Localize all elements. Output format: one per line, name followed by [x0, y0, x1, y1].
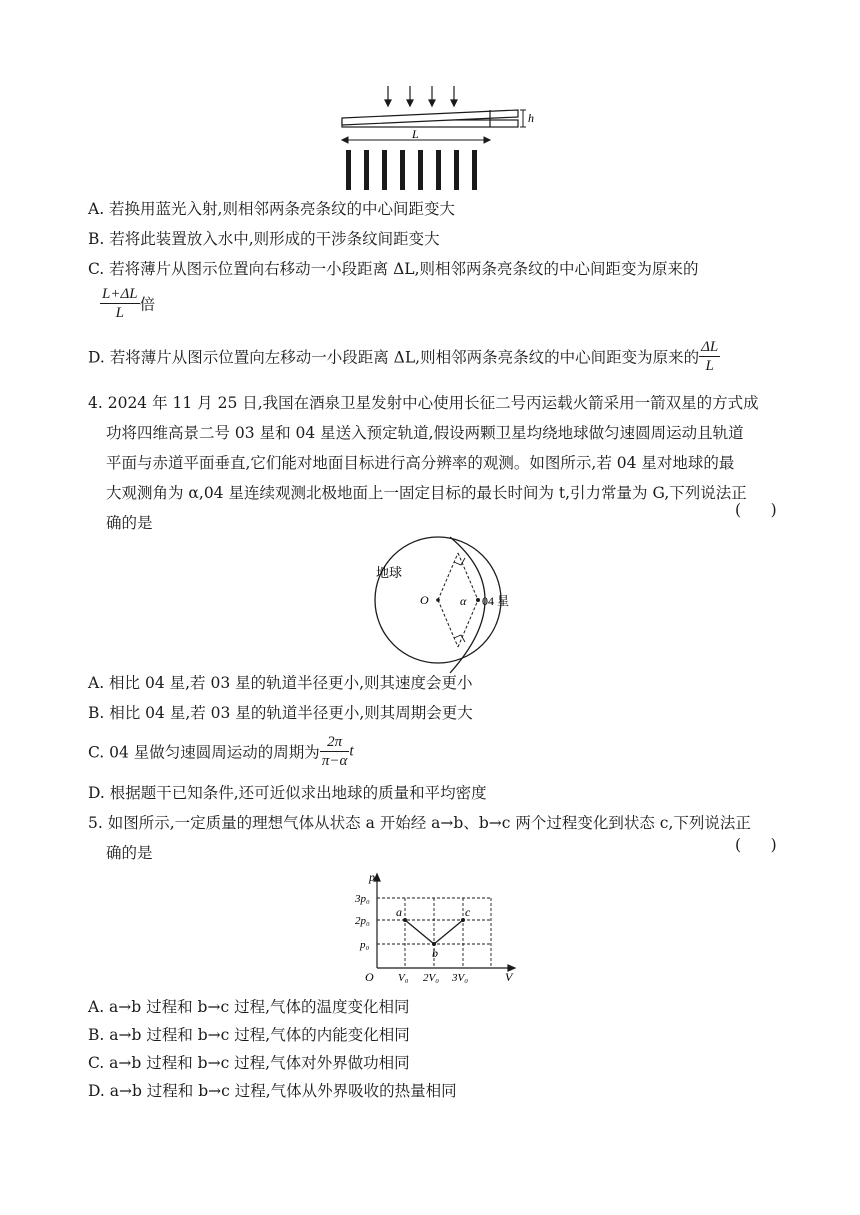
point-b-label: b: [432, 946, 438, 960]
angle-label: α: [460, 594, 467, 608]
q4-option-b: B. 相比 04 星,若 03 星的轨道半径更小,则其周期会更大: [88, 704, 473, 722]
pv-axes: [374, 874, 515, 971]
tick-3p0: 3p₀: [355, 893, 370, 905]
q3-option-b: B. 若将此装置放入水中,则形成的干涉条纹间距变大: [88, 230, 440, 248]
satellite-dot: [476, 598, 480, 602]
incident-light-arrows: [385, 86, 457, 106]
q4-stem-line-3: 平面与赤道平面垂直,它们能对地面目标进行高分辨率的观测。如图所示,若 04 星对地球的最: [106, 454, 735, 472]
q5-option-d: D. a→b 过程和 b→c 过程,气体从外界吸收的热量相同: [88, 1082, 457, 1100]
label-h: h: [528, 111, 534, 125]
state-points: [403, 918, 465, 946]
glass-plates: [342, 110, 518, 127]
q3-option-c: C. 若将薄片从图示位置向右移动一小段距离 ΔL,则相邻两条亮条纹的中心间距变为原来的: [88, 260, 699, 278]
p-axis-label: p: [369, 870, 375, 884]
q3-option-d-fraction: $\frac{\Delta L}{L}$: [701, 339, 719, 374]
tick-p0: p₀: [360, 939, 370, 951]
q3-option-c-suffix: 倍: [139, 295, 156, 314]
q4-option-c-fraction: $\frac{2\pi}{\pi-\alpha}$: [321, 734, 348, 769]
q5-option-c: C. a→b 过程和 b→c 过程,气体对外界做功相同: [88, 1054, 410, 1072]
q4-option-d: D. 根据题干已知条件,还可近似求出地球的质量和平均密度: [88, 784, 487, 802]
pv-graph: [355, 868, 525, 986]
satellite-label: 04 星: [482, 594, 510, 608]
thickness-dimension: [520, 110, 526, 127]
center-label: O: [420, 593, 429, 607]
q5-option-a: A. a→b 过程和 b→c 过程,气体的温度变化相同: [88, 998, 410, 1016]
q5-stem-line-2: 确的是: [106, 844, 153, 862]
tick-3v0: 3V₀: [452, 972, 469, 984]
point-a-label: a: [396, 905, 402, 919]
interference-fringes: [346, 150, 477, 190]
q5-stem-line-1: 5. 如图所示,一定质量的理想气体从状态 a 开始经 a→b、b→c 两个过程变化到状态 c,下列说法正: [88, 814, 751, 832]
tick-2p0: 2p₀: [355, 915, 370, 927]
q4-option-a: A. 相比 04 星,若 03 星的轨道半径更小,则其速度会更小: [88, 674, 473, 692]
label-L: L: [412, 127, 419, 141]
earth-label: 地球: [376, 565, 403, 580]
q3-option-a: A. 若换用蓝光入射,则相邻两条亮条纹的中心间距变大: [88, 200, 455, 218]
origin-label: O: [365, 970, 374, 984]
q4-stem-line-5: 确的是: [106, 514, 153, 532]
tick-v0: V₀: [398, 972, 409, 984]
q3-option-d: D. 若将薄片从图示位置向左移动一小段距离 ΔL,则相邻两条亮条纹的中心间距变为原来的 $\frac{\Delta L}{L}$: [88, 339, 719, 374]
q4-answer-blank: ( ): [735, 501, 777, 519]
tick-2v0: 2V₀: [423, 972, 440, 984]
q5-answer-blank: ( ): [735, 836, 777, 854]
tangent-lines: [438, 553, 478, 647]
orbit-arc: [450, 537, 485, 673]
v-axis-label: V: [505, 970, 513, 984]
q3-option-c-fraction-line: [100, 285, 155, 322]
earth-satellite-figure: [350, 535, 550, 675]
q4-option-c: C. 04 星做匀速圆周运动的周期为 $\frac{2\pi}{\pi-\alpha}$ t: [88, 734, 354, 769]
q5-option-b: B. a→b 过程和 b→c 过程,气体的内能变化相同: [88, 1026, 410, 1044]
q4-stem-line-4: 大观测角为 α,04 星连续观测北极地面上一固定目标的最长时间为 t,引力常量为 G,下列说法正: [106, 484, 747, 502]
wedge-film-figure: [330, 80, 540, 190]
q3-option-c-fraction: $\frac{L+\Delta L}{L}$: [102, 286, 138, 321]
q4-stem-line-1: 4. 2024 年 11 月 25 日,我国在酒泉卫星发射中心使用长征二号丙运载火箭采用一箭双星的方式成: [88, 394, 759, 412]
point-c-label: c: [465, 905, 471, 919]
q4-stem-line-2: 功将四维高景二号 03 星和 04 星送入预定轨道,假设两颗卫星均绕地球做匀速圆周运动且轨道: [106, 424, 744, 442]
